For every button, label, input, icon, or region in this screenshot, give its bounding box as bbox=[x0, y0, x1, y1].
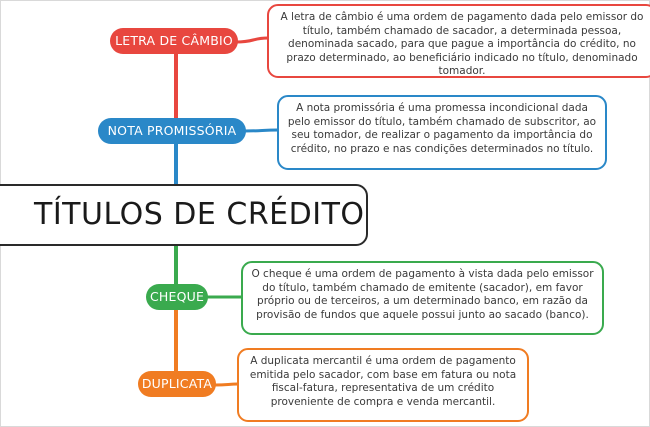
description-duplicata: A duplicata mercantil é uma ordem de pagamento emitida pelo sacador, com base em fatura ou nota fiscal-fatura, representativa de um crédito proveniente de compra e venda mercantil. bbox=[237, 348, 529, 422]
branch-label-letra-de-cambio: LETRA DE CÂMBIO bbox=[110, 28, 238, 54]
central-title: TÍTULOS DE CRÉDITO bbox=[34, 197, 365, 232]
link-promissoria bbox=[244, 130, 278, 131]
link-letra bbox=[236, 38, 268, 42]
description-letra-de-cambio: A letra de câmbio é uma ordem de pagamento dada pelo emissor do título, também chamado de sacador, a determinada pessoa, denominada sacado, para que pague a importância do crédito, no prazo determinado, ao beneficiário indicado no título, denominado tomador. bbox=[267, 4, 650, 78]
branch-label-nota-promissoria: NOTA PROMISSÓRIA bbox=[98, 118, 246, 144]
branch-label-cheque: CHEQUE bbox=[146, 284, 208, 310]
branch-label-duplicata: DUPLICATA bbox=[138, 371, 216, 397]
description-nota-promissoria: A nota promissória é uma promessa incondicional dada pelo emissor do título, também chamado de subscritor, ao seu tomador, de realizar o pagamento da importância do crédito, no prazo e nas condições determinados no título. bbox=[277, 95, 607, 170]
link-duplicata bbox=[215, 384, 238, 385]
central-node bbox=[0, 184, 368, 246]
description-cheque: O cheque é uma ordem de pagamento à vista dada pelo emissor do título, também chamado de emitente (sacador), em favor próprio ou de terceiros, a um determinado banco, em razão da provisão de fundos que aquele possui junto ao sacado (banco). bbox=[241, 261, 604, 335]
